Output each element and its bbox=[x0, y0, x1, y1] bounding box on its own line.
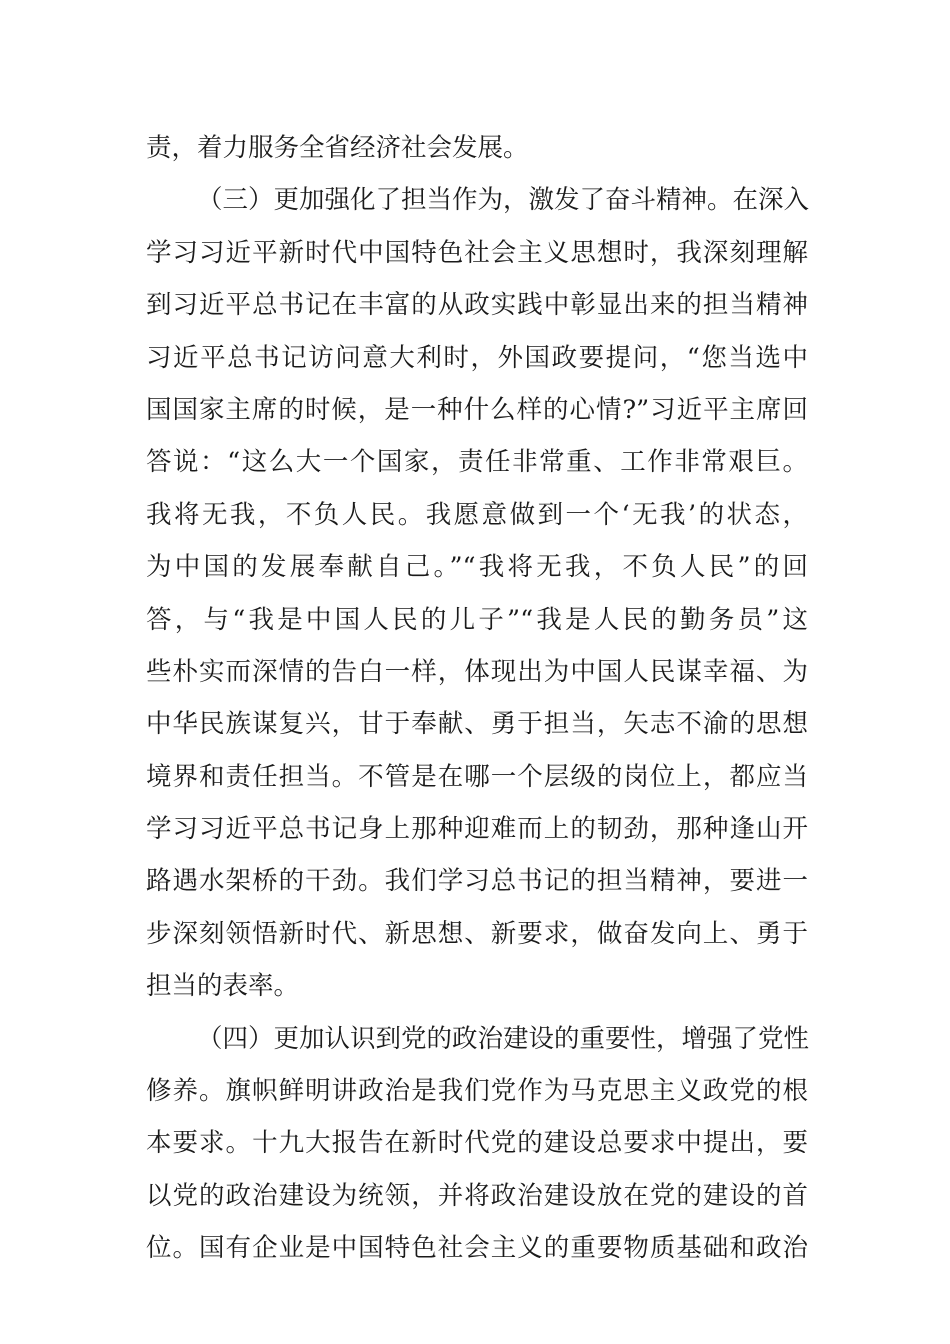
text-line: 习近平总书记访问意大利时，外国政要提问，“您当选中 bbox=[146, 342, 808, 373]
text-line: 学习习近平新时代中国特色社会主义思想时，我深刻理解 bbox=[146, 237, 808, 268]
text-line: 本要求。十九大报告在新时代党的建设总要求中提出，要 bbox=[146, 1128, 808, 1159]
text-line: 学习习近平总书记身上那种迎难而上的韧劲，那种逢山开 bbox=[146, 814, 808, 845]
section-heading-line: （三）更加强化了担当作为，激发了奋斗精神。在深入 bbox=[197, 185, 810, 216]
text-line: 些朴实而深情的告白一样，体现出为中国人民谋幸福、为 bbox=[146, 656, 808, 687]
text-line: 答说：“这么大一个国家，责任非常重、工作非常艰巨。 bbox=[146, 447, 808, 478]
text-line: 答，与“我是中国人民的儿子”“我是人民的勤务员”这 bbox=[146, 604, 808, 635]
text-line: 到习近平总书记在丰富的从政实践中彰显出来的担当精神 bbox=[146, 290, 808, 321]
text-line: 为中国的发展奉献自己。”“我将无我，不负人民”的回 bbox=[146, 552, 808, 583]
text-line: 国国家主席的时候，是一种什么样的心情?”习近平主席回 bbox=[146, 394, 808, 425]
text-line: 中华民族谋复兴，甘于奉献、勇于担当，矢志不渝的思想 bbox=[146, 709, 808, 740]
text-line: 我将无我，不负人民。我愿意做到一个‘无我’的状态， bbox=[146, 499, 808, 530]
text-line: 步深刻领悟新时代、新思想、新要求，做奋发向上、勇于 bbox=[146, 918, 808, 949]
text-line: 修养。旗帜鲜明讲政治是我们党作为马克思主义政党的根 bbox=[146, 1076, 808, 1107]
text-line: 担当的表率。 bbox=[146, 971, 300, 1002]
text-line: 位。国有企业是中国特色社会主义的重要物质基础和政治 bbox=[146, 1233, 808, 1264]
text-line: 以党的政治建设为统领，并将政治建设放在党的建设的首 bbox=[146, 1180, 808, 1211]
body-text bbox=[146, 122, 808, 1275]
text-line: 路遇水架桥的干劲。我们学习总书记的担当精神，要进一 bbox=[146, 866, 808, 897]
text-line: 责，着力服务全省经济社会发展。 bbox=[146, 133, 529, 163]
section-heading-line: （四）更加认识到党的政治建设的重要性，增强了党性 bbox=[197, 1023, 810, 1054]
text-line: 境界和责任担当。不管是在哪一个层级的岗位上，都应当 bbox=[146, 761, 808, 792]
